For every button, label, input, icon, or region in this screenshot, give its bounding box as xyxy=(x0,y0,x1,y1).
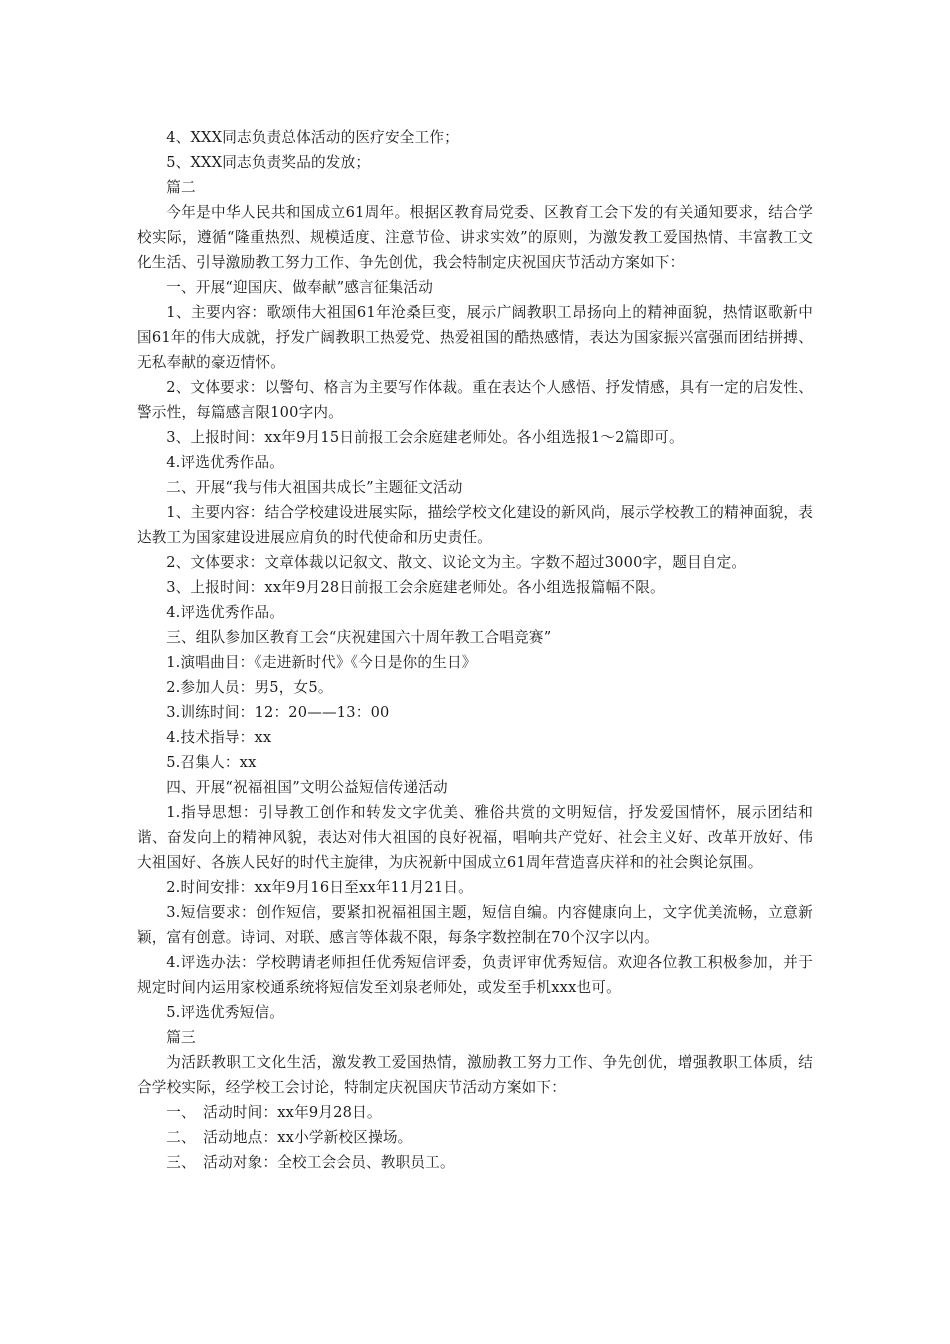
document-page xyxy=(137,125,813,1175)
intro-paragraph-part2: 今年是中华人民共和国成立61周年。根据区教育局党委、区教育工会下发的有关通知要求，结合学校实际，遵循“隆重热烈、规模适度、注意节俭、讲求实效”的原则，为激发教工爱国热情、丰富教工文化生活、引导激励教工努力工作、争先创优，我会特制定庆祝国庆节活动方案如下： xyxy=(137,204,813,271)
activity-3-songs: 1.演唱曲目：《走进新时代》《今日是你的生日》 xyxy=(166,654,477,671)
section-heading-part3: 篇三 xyxy=(166,1029,196,1046)
activity-4-guideline: 1.指导思想：引导教工创作和转发文字优美、雅俗共赏的文明短信，抒发爱国情怀，展示团结和谐、奋发向上的精神风貌，表达对伟大祖国的良好祝福，唱响共产党好、社会主义好、改革开放好、伟大祖国好、各族人民好的时代主旋律，为庆祝新中国成立61周年营造喜庆祥和的社会舆论氛围。 xyxy=(137,804,813,871)
activity-2-content: 1、主要内容：结合学校建设进展实际，描绘学校文化建设的新风尚，展示学校教工的精神面貌，表达教工为国家建设进展应肩负的时代使命和历史责任。 xyxy=(137,504,813,546)
paragraph-item-4: 4、XXX同志负责总体活动的医疗安全工作； xyxy=(166,129,459,146)
paragraph-item-5: 5、XXX同志负责奖品的发放； xyxy=(166,154,371,171)
intro-paragraph-part3: 为活跃教职工文化生活，激发教工爱国热情，激励教工努力工作、争先创优，增强教职工体质，结合学校实际，经学校工会讨论，特制定庆祝国庆节活动方案如下： xyxy=(137,1054,813,1096)
activity-3-convener: 5.召集人：xx xyxy=(166,754,257,771)
part3-location: 二、 活动地点：xx小学新校区操场。 xyxy=(166,1129,413,1146)
activity-4-selection: 5.评选优秀短信。 xyxy=(166,1004,285,1021)
activity-2-style: 2、文体要求：文章体裁以记叙文、散文、议论文为主。字数不超过3000字，题目自定。 xyxy=(166,554,747,571)
activity-heading-2: 二、开展“我与伟大祖国共成长”主题征文活动 xyxy=(166,479,463,496)
part3-time: 一、 活动时间：xx年9月28日。 xyxy=(166,1104,382,1121)
activity-2-selection: 4.评选优秀作品。 xyxy=(166,604,285,621)
activity-3-members: 2.参加人员：男5，女5。 xyxy=(166,679,333,696)
part3-participants: 三、 活动对象：全校工会会员、教职员工。 xyxy=(166,1154,455,1171)
activity-4-evaluation: 4.评选办法：学校聘请老师担任优秀短信评委，负责评审优秀短信。欢迎各位教工积极参加，并于规定时间内运用家校通系统将短信发至刘泉老师处，或发至手机xxx也可。 xyxy=(137,954,813,996)
activity-1-deadline: 3、上报时间：xx年9月15日前报工会余庭建老师处。各小组选报1～2篇即可。 xyxy=(166,429,684,446)
activity-heading-1: 一、开展“迎国庆、做奉献”感言征集活动 xyxy=(166,279,434,296)
activity-2-deadline: 3、上报时间：xx年9月28日前报工会余庭建老师处。各小组选报篇幅不限。 xyxy=(166,579,665,596)
activity-3-coach: 4.技术指导：xx xyxy=(166,729,272,746)
activity-4-requirements: 3.短信要求：创作短信，要紧扣祝福祖国主题，短信自编。内容健康向上，文字优美流畅，立意新颖，富有创意。诗词、对联、感言等体裁不限，每条字数控制在70个汉字以内。 xyxy=(137,904,813,946)
activity-4-schedule: 2.时间安排：xx年9月16日至xx年11月21日。 xyxy=(166,879,473,896)
section-heading-part2: 篇二 xyxy=(166,179,196,196)
activity-heading-4: 四、开展“祝福祖国”文明公益短信传递活动 xyxy=(166,779,448,796)
activity-1-content: 1、主要内容：歌颂伟大祖国61年沧桑巨变，展示广阔教职工昂扬向上的精神面貌，热情讴歌新中国61年的伟大成就，抒发广阔教职工热爱党、热爱祖国的酷热感情，表达为国家振兴富强而团结拼搏、无私奉献的豪迈情怀。 xyxy=(137,304,813,371)
activity-1-selection: 4.评选优秀作品。 xyxy=(166,454,285,471)
activity-1-style: 2、文体要求：以警句、格言为主要写作体裁。重在表达个人感悟、抒发情感，具有一定的启发性、警示性，每篇感言限100字内。 xyxy=(137,379,813,421)
activity-heading-3: 三、组队参加区教育工会“庆祝建国六十周年教工合唱竞赛” xyxy=(166,629,552,646)
activity-3-training: 3.训练时间：12：20——13：00 xyxy=(166,704,390,721)
